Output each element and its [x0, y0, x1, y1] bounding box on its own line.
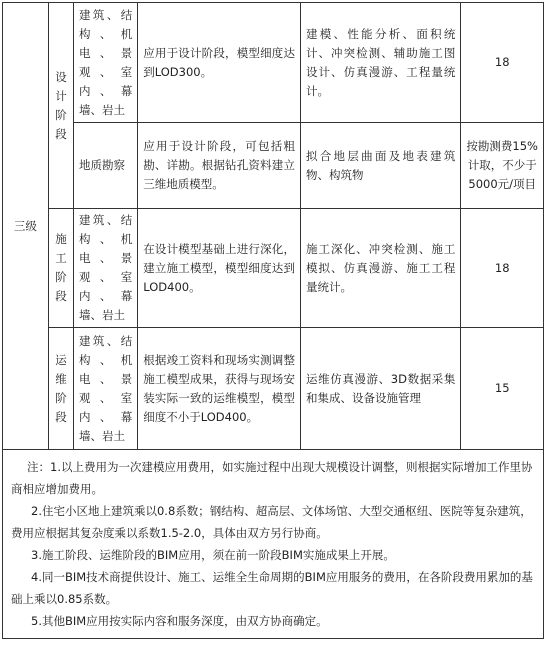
- note-item: 2.住宅小区地上建筑乘以0.8系数；钢结构、超高层、文体场馆、大型交通枢纽、医院等复杂建筑，费用应根据其复杂度乘以系数1.5-2.0，具体由双方另行协商。: [11, 504, 532, 540]
- note-item: 4.同一BIM技术商提供设计、施工、运维全生命周期的BIM应用服务的费用，在各阶段费用累加的基础上乘以0.85系数。: [11, 570, 533, 606]
- scope-cell: 建筑、结构、机电、景观、室内、幕墙、岩土: [74, 3, 138, 123]
- fee-cell: 按勘测费15%计取，不少于5000元/项目: [461, 123, 544, 209]
- fee-cell: 18: [461, 3, 544, 123]
- requirement-cell: 在设计模型基础上进行深化，建立施工模型，模型细度达到LOD400。: [138, 209, 301, 328]
- content-cell: 运维仿真漫游、3D数据采集和集成、设备设施管理: [300, 328, 460, 450]
- requirement-cell: 应用于设计阶段，模型细度达到LOD300。: [138, 3, 301, 123]
- level-cell: 三级: [3, 3, 49, 450]
- content-cell: 建模、性能分析、面积统计、冲突检测、辅助施工图设计、仿真漫游、工程量统计。: [300, 3, 460, 123]
- stage-cell-construction: 施工阶段: [48, 209, 73, 328]
- fee-cell: 18: [461, 209, 544, 328]
- table-row: [3, 209, 544, 328]
- stage-cell-operation: 运维阶段: [48, 328, 73, 450]
- table-row: [3, 123, 544, 209]
- bim-fee-table: [2, 2, 544, 639]
- content-cell: 拟合地层曲面及地表建筑物、构筑物: [300, 123, 460, 209]
- scope-cell: 建筑、结构、机电、景观、室内、幕墙、岩土: [74, 209, 138, 328]
- notes-cell: [3, 450, 544, 639]
- note-item: 5.其他BIM应用按实际内容和服务深度，由双方协商确定。: [31, 614, 328, 628]
- note-item: 注：1.以上费用为一次建模应用费用，如实施过程中出现大规模设计调整，则根据实际增加工作里协商相应增加费用。: [11, 460, 533, 496]
- table-row: [3, 3, 544, 123]
- requirement-cell: 根据竣工资料和现场实测调整施工模型成果，获得与现场安装实际一致的运维模型，模型细度不小于LOD400。: [138, 328, 301, 450]
- note-item: 3.施工阶段、运维阶段的BIM应用，须在前一阶段BIM实施成果上开展。: [31, 548, 395, 562]
- table-row: [3, 328, 544, 450]
- notes-row: [3, 450, 544, 639]
- scope-cell: 建筑、结构、机电、景观、室内、幕墙、岩土: [74, 328, 138, 450]
- content-cell: 施工深化、冲突检测、施工模拟、仿真漫游、施工工程量统计。: [300, 209, 460, 328]
- stage-cell-design: 设计阶段: [48, 3, 73, 209]
- fee-cell: 15: [461, 328, 544, 450]
- scope-cell: 地质勘察: [74, 123, 138, 209]
- requirement-cell: 应用于设计阶段，可包括粗勘、详勘。根据钻孔资料建立三维地质模型。: [138, 123, 301, 209]
